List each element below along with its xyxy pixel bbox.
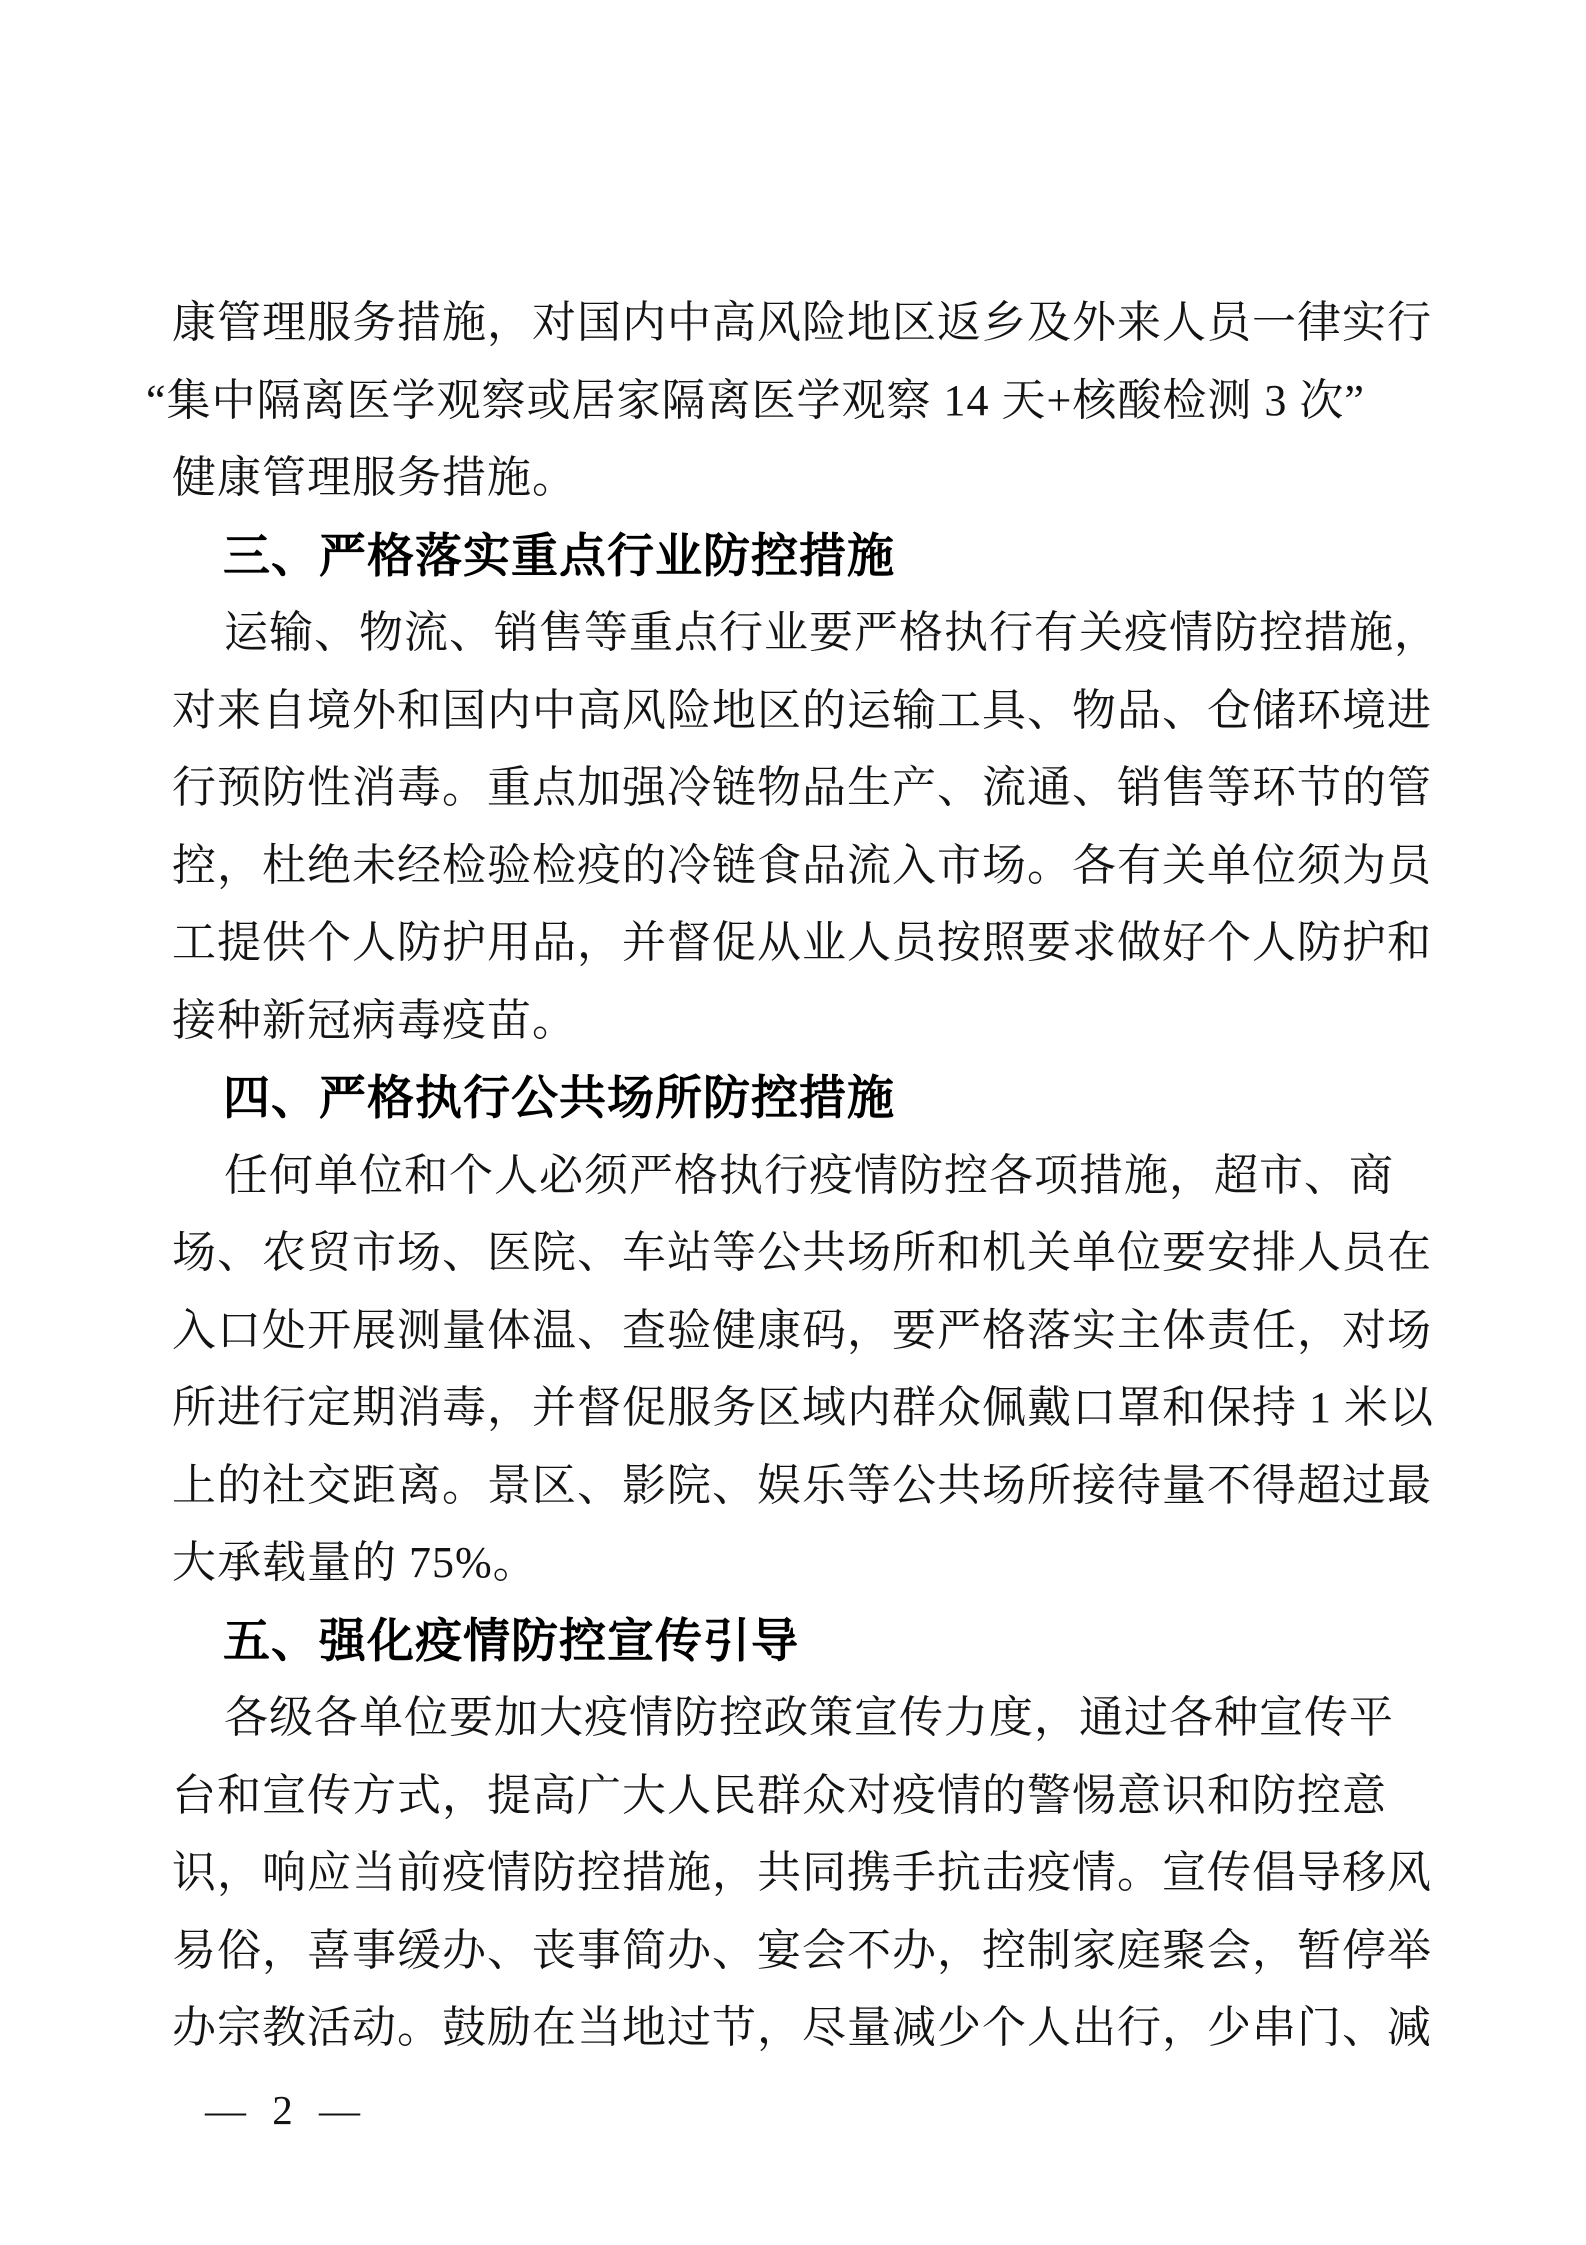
text-line: 场、农贸市场、医院、车站等公共场所和机关单位要安排人员在 — [172, 1228, 1432, 1277]
text-line: 易俗，喜事缓办、丧事简办、宴会不办，控制家庭聚会，暂停举 — [172, 1925, 1432, 1975]
text-line: 办宗教活动。鼓励在当地过节，尽量减少个人出行，少串门、减 — [172, 2003, 1432, 2052]
text-line: 所进行定期消毒，并督促服务区域内群众佩戴口罩和保持 1 米以 — [172, 1383, 1434, 1432]
text-line: 对来自境外和国内中高风险地区的运输工具、物品、仓储环境进 — [172, 685, 1432, 735]
section-heading: 三、严格落实重点行业防控措施 — [223, 528, 895, 582]
text-line: 识，响应当前疫情防控措施，共同携手抗击疫情。宣传倡导移风 — [172, 1848, 1432, 1897]
text-line: “集中隔离医学观察或居家隔离医学观察 14 天+核酸检测 3 次” — [146, 375, 1365, 425]
text-line: 各级各单位要加大疫情防控政策宣传力度，通过各种宣传平 — [224, 1693, 1394, 1742]
text-line: 康管理服务措施，对国内中高风险地区返乡及外来人员一律实行 — [172, 298, 1432, 347]
text-line: 工提供个人防护用品，并督促从业人员按照要求做好个人防护和 — [172, 918, 1432, 967]
text-line: 接种新冠病毒疫苗。 — [172, 995, 577, 1045]
document-body — [146, 284, 1439, 2067]
text-line: 任何单位和个人必须严格执行疫情防控各项措施，超市、商 — [224, 1150, 1394, 1200]
text-line: 大承载量的 75%。 — [172, 1538, 538, 1587]
text-line: 行预防性消毒。重点加强冷链物品生产、流通、销售等环节的管 — [172, 763, 1432, 812]
text-line: 控，杜绝未经检验检疫的冷链食品流入市场。各有关单位须为员 — [172, 840, 1432, 890]
page-number: — 2 — — [205, 2087, 368, 2133]
text-line: 上的社交距离。景区、影院、娱乐等公共场所接待量不得超过最 — [172, 1460, 1432, 1510]
text-line: 台和宣传方式，提高广大人民群众对疫情的警惕意识和防控意 — [172, 1770, 1387, 1820]
section-heading: 五、强化疫情防控宣传引导 — [223, 1613, 799, 1667]
section-heading: 四、严格执行公共场所防控措施 — [223, 1071, 895, 1124]
text-line: 运输、物流、销售等重点行业要严格执行有关疫情防控措施， — [224, 608, 1439, 657]
text-line: 健康管理服务措施。 — [172, 453, 577, 502]
text-line: 入口处开展测量体温、查验健康码，要严格落实主体责任，对场 — [172, 1305, 1432, 1355]
